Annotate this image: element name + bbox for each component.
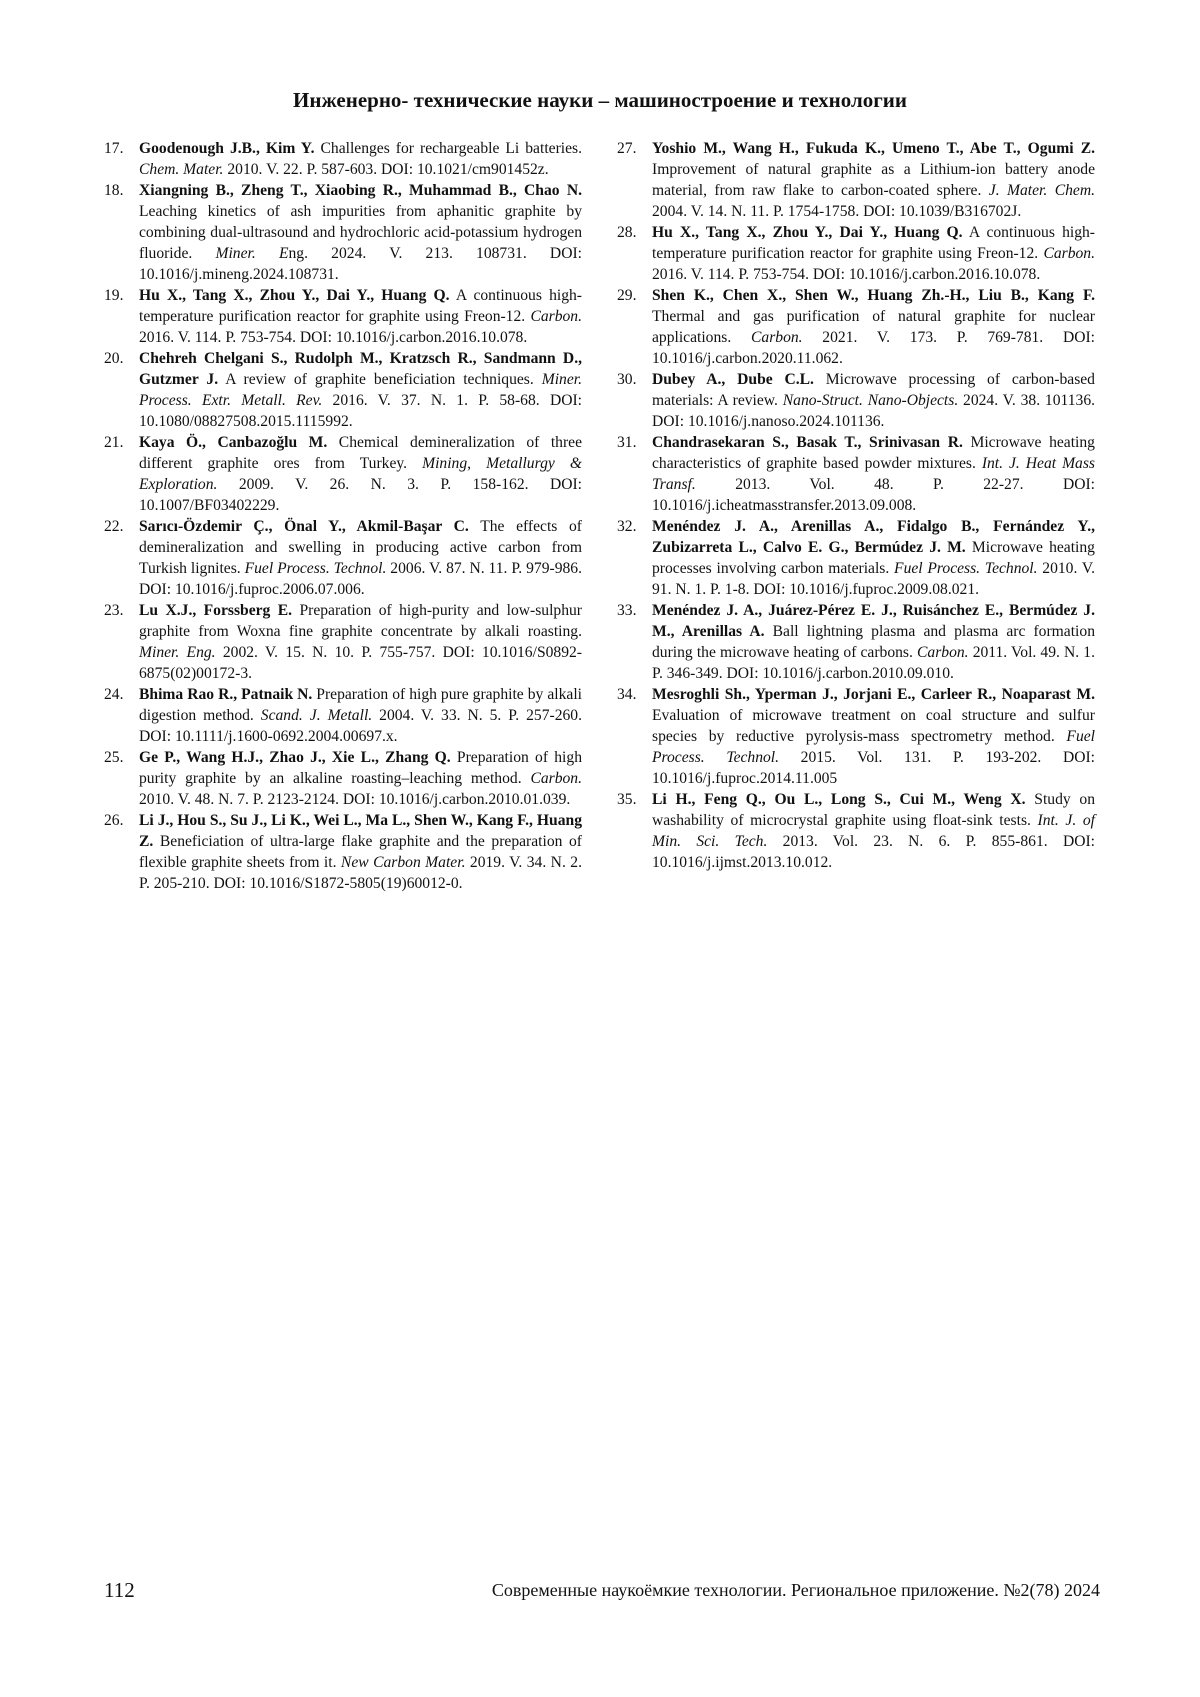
- reference-details: 2013. Vol. 48. P. 22-27. DOI: 10.1016/j.icheatmasstransfer.2013.09.008.: [652, 476, 1095, 514]
- reference-number: 22.: [104, 518, 124, 535]
- reference-title: A continuous high-temperature purification reactor for graphite using Freon-12.: [139, 287, 582, 325]
- reference-body: [652, 600, 1095, 684]
- reference-title: Challenges for rechargeable Li batteries.: [314, 140, 582, 157]
- reference-item: [104, 138, 582, 180]
- reference-details: 2019. V. 34. N. 2. P. 205-210. DOI: 10.1016/S1872-5805(19)60012-0.: [139, 854, 582, 892]
- reference-title: Beneficiation of ultra-large flake graphite and the preparation of flexible graphite sheets from it.: [139, 833, 582, 871]
- reference-journal: Fuel Process. Technol.: [894, 560, 1038, 577]
- reference-journal: Carbon.: [1043, 245, 1095, 262]
- reference-number: 18.: [104, 182, 124, 199]
- reference-title: Study on washability of microcrystal graphite using float-sink tests.: [652, 791, 1095, 829]
- reference-item: [617, 432, 1095, 516]
- reference-authors: Li J., Hou S., Su J., Li K., Wei L., Ma L., Shen W., Kang F., Huang Z.: [139, 812, 582, 850]
- reference-item: [104, 684, 582, 747]
- reference-item: [104, 810, 582, 894]
- reference-body: [139, 180, 582, 285]
- reference-details: 2004. V. 14. N. 11. P. 1754-1758. DOI: 10.1039/B316702J.: [652, 203, 1022, 220]
- reference-body: [139, 516, 582, 600]
- reference-details: 2006. V. 87. N. 11. P. 979-986. DOI: 10.1016/j.fuproc.2006.07.006.: [139, 560, 582, 598]
- reference-authors: Shen K., Chen X., Shen W., Huang Zh.-H., Liu B., Kang F.: [652, 287, 1095, 304]
- reference-journal: Fuel Process. Technol.: [652, 728, 1095, 766]
- reference-title: Preparation of high pure graphite by alkali digestion method.: [139, 686, 582, 724]
- reference-item: [104, 600, 582, 684]
- reference-details: 2013. Vol. 23. N. 6. P. 855-861. DOI: 10.1016/j.ijmst.2013.10.012.: [652, 833, 1095, 871]
- reference-item: [617, 285, 1095, 369]
- reference-body: [652, 516, 1095, 600]
- reference-journal: Carbon.: [917, 644, 969, 661]
- reference-authors: Hu X., Tang X., Zhou Y., Dai Y., Huang Q.: [652, 224, 963, 241]
- journal-title: Современные наукоёмкие технологии. Региональное приложение. №2(78) 2024: [491, 1580, 1100, 1600]
- reference-number: 29.: [617, 287, 637, 304]
- reference-item: [617, 222, 1095, 285]
- reference-body: [139, 432, 582, 516]
- reference-authors: Sarıcı-Özdemir Ç., Önal Y., Akmil-Başar C.: [139, 518, 469, 535]
- reference-details: 2009. V. 26. N. 3. P. 158-162. DOI: 10.1007/BF03402229.: [139, 476, 582, 514]
- reference-item: [617, 789, 1095, 873]
- reference-number: 32.: [617, 518, 637, 535]
- reference-details: 2016. V. 114. P. 753-754. DOI: 10.1016/j.carbon.2016.10.078.: [139, 329, 528, 346]
- reference-details: 2016. V. 37. N. 1. P. 58-68. DOI: 10.1080/08827508.2015.1115992.: [139, 392, 582, 430]
- reference-journal: Scand. J. Metall.: [260, 707, 373, 724]
- reference-journal: Chem. Mater.: [139, 161, 224, 178]
- reference-body: [139, 285, 582, 348]
- reference-journal: Carbon.: [751, 329, 803, 346]
- reference-authors: Menéndez J. A., Juárez-Pérez E. J., Ruisánchez E., Bermúdez J. M., Arenillas A.: [652, 602, 1095, 640]
- reference-body: [139, 810, 582, 894]
- reference-journal: Miner. Process. Extr. Metall. Rev.: [139, 371, 582, 409]
- reference-body: [652, 789, 1095, 873]
- reference-details: ng. 2024. V. 213. 108731. DOI: 10.1016/j.mineng.2024.108731.: [139, 245, 582, 283]
- reference-number: 28.: [617, 224, 637, 241]
- reference-details: 2024. V. 38. 101136. DOI: 10.1016/j.nanoso.2024.101136.: [652, 392, 1096, 430]
- reference-title: A continuous high-temperature purification reactor for graphite using Freon-12.: [652, 224, 1095, 262]
- reference-number: 24.: [104, 686, 124, 703]
- reference-number: 26.: [104, 812, 124, 829]
- reference-number: 25.: [104, 749, 124, 766]
- reference-body: [652, 285, 1095, 369]
- reference-authors: Ge P., Wang H.J., Zhao J., Xie L., Zhang Q.: [139, 749, 451, 766]
- reference-body: [139, 348, 582, 432]
- reference-details: 2010. V. 22. P. 587-603. DOI: 10.1021/cm901452z.: [223, 161, 549, 178]
- reference-authors: Li H., Feng Q., Ou L., Long S., Cui M., Weng X.: [652, 791, 1026, 808]
- reference-body: [139, 747, 582, 810]
- reference-item: [104, 348, 582, 432]
- reference-details: 2004. V. 33. N. 5. P. 257-260. DOI: 10.1111/j.1600-0692.2004.00697.x.: [139, 707, 582, 745]
- reference-body: [652, 369, 1095, 432]
- reference-journal: Carbon.: [530, 770, 582, 787]
- reference-title: Microwave processing of carbon-based materials: A review.: [652, 371, 1095, 409]
- reference-details: 2010. V. 48. N. 7. P. 2123-2124. DOI: 10.1016/j.carbon.2010.01.039.: [139, 791, 571, 808]
- reference-number: 35.: [617, 791, 637, 808]
- reference-details: 2002. V. 15. N. 10. P. 755-757. DOI: 10.1016/S0892-6875(02)00172-3.: [139, 644, 582, 682]
- reference-authors: Dubey A., Dube C.L.: [652, 371, 814, 388]
- reference-authors: Menéndez J. A., Arenillas A., Fidalgo B., Fernández Y., Zubizarreta L., Calvo E. G., Bermúdez J. M.: [652, 518, 1095, 556]
- reference-number: 20.: [104, 350, 124, 367]
- reference-item: [104, 747, 582, 810]
- reference-authors: Hu X., Tang X., Zhou Y., Dai Y., Huang Q.: [139, 287, 450, 304]
- reference-number: 17.: [104, 140, 124, 157]
- reference-number: 34.: [617, 686, 637, 703]
- reference-number: 23.: [104, 602, 124, 619]
- reference-item: [617, 684, 1095, 789]
- reference-title: Leaching kinetics of ash impurities from aphanitic graphite by combining dual-ultrasound and hydrochloric acid-potassium hydrogen fluoride.: [139, 203, 582, 262]
- reference-title: Improvement of natural graphite as a Lithium-ion battery anode material, from raw flake to carbon-coated sphere.: [652, 161, 1095, 199]
- reference-title: Chemical demineralization of three different graphite ores from Turkey.: [139, 434, 582, 472]
- reference-number: 33.: [617, 602, 637, 619]
- reference-authors: Kaya Ö., Canbazoğlu M.: [139, 434, 328, 451]
- reference-number: 21.: [104, 434, 124, 451]
- reference-item: [104, 180, 582, 285]
- reference-details: 2010. V. 91. N. 1. P. 1-8. DOI: 10.1016/j.fuproc.2009.08.021.: [652, 560, 1095, 598]
- reference-details: 2015. Vol. 131. P. 193-202. DOI: 10.1016/j.fuproc.2014.11.005: [652, 749, 1096, 787]
- reference-body: [139, 684, 582, 747]
- reference-journal: Int. J. Heat Mass Transf.: [652, 455, 1095, 493]
- reference-item: [617, 369, 1095, 432]
- references-right-column: [617, 138, 1095, 873]
- reference-number: 19.: [104, 287, 124, 304]
- reference-authors: Xiangning B., Zheng T., Xiaobing R., Muhammad B., Chao N.: [139, 182, 582, 199]
- reference-body: [139, 600, 582, 684]
- reference-body: [652, 684, 1095, 789]
- reference-authors: Mesroghli Sh., Yperman J., Jorjani E., Carleer R., Noaparast M.: [652, 686, 1095, 703]
- reference-journal: Miner. Eng.: [139, 644, 216, 661]
- reference-title: Thermal and gas purification of natural graphite for nuclear applications.: [652, 308, 1095, 346]
- reference-body: [652, 432, 1095, 516]
- page-number: 112: [104, 1578, 135, 1602]
- reference-title: Microwave heating characteristics of graphite based powder mixtures.: [652, 434, 1095, 472]
- reference-details: 2011. Vol. 49. N. 1. P. 346-349. DOI: 10.1016/j.carbon.2010.09.010.: [652, 644, 1096, 682]
- reference-title: Preparation of high-purity and low-sulphur graphite from Woxna fine graphite concentrate by alkali roasting.: [139, 602, 582, 640]
- reference-body: [652, 222, 1095, 285]
- reference-authors: Lu X.J., Forssberg E.: [139, 602, 293, 619]
- reference-title: Preparation of high purity graphite by an alkaline roasting–leaching method.: [139, 749, 582, 787]
- reference-number: 31.: [617, 434, 637, 451]
- reference-number: 27.: [617, 140, 637, 157]
- reference-journal: Carbon.: [530, 308, 582, 325]
- reference-authors: Chehreh Chelgani S., Rudolph M., Kratzsch R., Sandmann D., Gutzmer J.: [139, 350, 582, 388]
- reference-authors: Yoshio M., Wang H., Fukuda K., Umeno T., Abe T., Ogumi Z.: [652, 140, 1095, 157]
- reference-authors: Bhima Rao R., Patnaik N.: [139, 686, 313, 703]
- reference-item: [104, 285, 582, 348]
- reference-details: 2016. V. 114. P. 753-754. DOI: 10.1016/j.carbon.2016.10.078.: [652, 266, 1041, 283]
- reference-title: Evaluation of microwave treatment on coal structure and sulfur species by reductive pyrolysis-mass spectrometry method.: [652, 707, 1095, 745]
- reference-title: Microwave heating processes involving carbon materials.: [652, 539, 1095, 577]
- reference-authors: Chandrasekaran S., Basak T., Srinivasan R.: [652, 434, 963, 451]
- reference-details: 2021. V. 173. P. 769-781. DOI: 10.1016/j.carbon.2020.11.062.: [652, 329, 1095, 367]
- reference-item: [104, 516, 582, 600]
- reference-body: [139, 138, 582, 180]
- reference-item: [617, 138, 1095, 222]
- reference-journal: Fuel Process. Technol.: [244, 560, 387, 577]
- reference-number: 30.: [617, 371, 637, 388]
- reference-journal: J. Mater. Chem.: [988, 182, 1095, 199]
- reference-journal: Miner. E: [215, 245, 289, 262]
- reference-journal: Mining, Metallurgy & Exploration.: [139, 455, 582, 493]
- references-left-column: [104, 138, 582, 894]
- reference-item: [617, 516, 1095, 600]
- reference-journal: Int. J. of Min. Sci. Tech.: [652, 812, 1095, 850]
- reference-item: [104, 432, 582, 516]
- reference-body: [652, 138, 1095, 222]
- page-header: Инженерно- технические науки – машиностроение и технологии: [293, 88, 907, 112]
- reference-title: A review of graphite beneficiation techniques.: [218, 371, 542, 388]
- reference-journal: Nano-Struct. Nano-Objects.: [782, 392, 959, 409]
- reference-title: The effects of demineralization and swelling in producing active carbon from Turkish lignites.: [139, 518, 582, 577]
- reference-title: Ball lightning plasma and plasma arc formation during the microwave heating of carbons.: [652, 623, 1095, 661]
- reference-item: [617, 600, 1095, 684]
- reference-journal: New Carbon Mater.: [340, 854, 466, 871]
- reference-authors: Goodenough J.B., Kim Y.: [139, 140, 315, 157]
